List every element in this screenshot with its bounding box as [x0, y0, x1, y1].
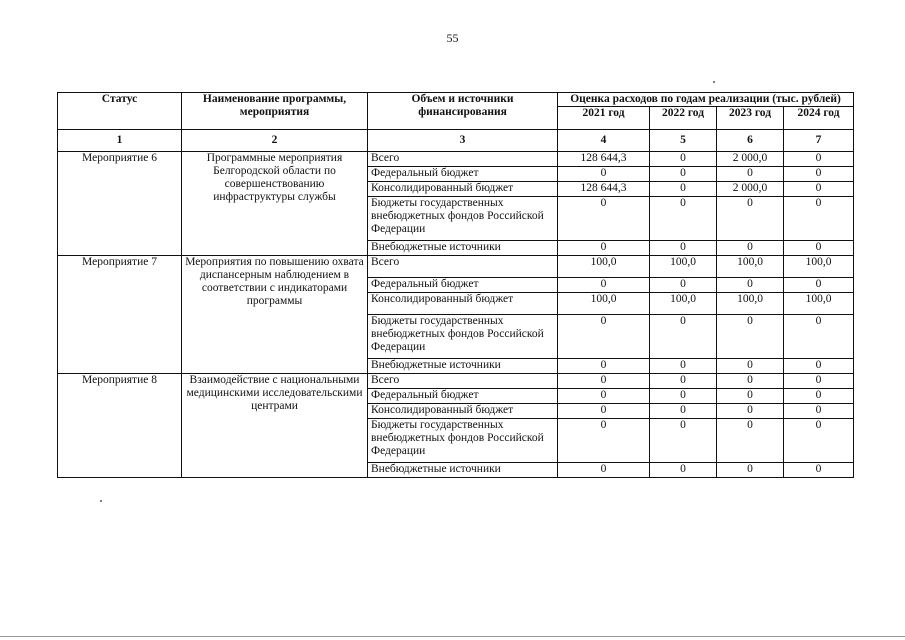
page-number: 55 — [446, 31, 459, 45]
value-2022: 100,0 — [650, 293, 717, 315]
header-program-name: Наименование программы, мероприятия — [182, 93, 368, 130]
value-2023: 2 000,0 — [717, 182, 784, 197]
value-2022: 0 — [650, 359, 717, 374]
value-2023: 0 — [717, 419, 784, 463]
table-row — [58, 374, 854, 389]
value-2023: 0 — [717, 278, 784, 293]
header-year: 2021 год — [558, 107, 650, 130]
funding-source: Всего — [368, 256, 558, 278]
value-2024: 0 — [784, 278, 854, 293]
funding-source: Внебюджетные источники — [368, 241, 558, 256]
value-2024: 0 — [784, 197, 854, 241]
column-number: 7 — [784, 130, 854, 152]
header-estimate: Оценка расходов по годам реализации (тыс. рублей) — [558, 93, 854, 107]
value-2021: 0 — [558, 389, 650, 404]
value-2022: 100,0 — [650, 256, 717, 278]
value-2021: 0 — [558, 359, 650, 374]
value-2021: 0 — [558, 278, 650, 293]
value-2024: 100,0 — [784, 256, 854, 278]
value-2022: 0 — [650, 167, 717, 182]
value-2021: 0 — [558, 419, 650, 463]
funding-source: Бюджеты государственных внебюджетных фондов Российской Федерации — [368, 315, 558, 359]
funding-source: Федеральный бюджет — [368, 167, 558, 182]
value-2021: 128 644,3 — [558, 152, 650, 167]
column-number: 1 — [58, 130, 182, 152]
funding-source: Консолидированный бюджет — [368, 404, 558, 419]
value-2023: 0 — [717, 374, 784, 389]
scan-dot — [713, 81, 715, 83]
value-2024: 0 — [784, 404, 854, 419]
value-2024: 0 — [784, 463, 854, 478]
value-2022: 0 — [650, 182, 717, 197]
value-2023: 0 — [717, 197, 784, 241]
value-2022: 0 — [650, 419, 717, 463]
funding-source: Бюджеты государственных внебюджетных фондов Российской Федерации — [368, 419, 558, 463]
value-2023: 0 — [717, 404, 784, 419]
value-2022: 0 — [650, 241, 717, 256]
value-2021: 0 — [558, 167, 650, 182]
value-2023: 0 — [717, 315, 784, 359]
measure-name: Взаимодействие с национальными медицинскими исследовательскими центрами — [182, 374, 368, 478]
funding-source: Федеральный бюджет — [368, 278, 558, 293]
scan-edge-line — [0, 636, 905, 637]
value-2023: 100,0 — [717, 293, 784, 315]
value-2022: 0 — [650, 315, 717, 359]
value-2023: 0 — [717, 359, 784, 374]
column-number: 3 — [368, 130, 558, 152]
value-2023: 0 — [717, 167, 784, 182]
value-2023: 100,0 — [717, 256, 784, 278]
measure-name: Мероприятия по повышению охвата диспансерным наблюдением в соответствии с индикаторами программы — [182, 256, 368, 374]
funding-source: Бюджеты государственных внебюджетных фондов Российской Федерации — [368, 197, 558, 241]
measure-status: Мероприятие 7 — [58, 256, 182, 374]
value-2024: 0 — [784, 359, 854, 374]
value-2021: 100,0 — [558, 256, 650, 278]
funding-source: Федеральный бюджет — [368, 389, 558, 404]
value-2024: 0 — [784, 182, 854, 197]
funding-source: Консолидированный бюджет — [368, 293, 558, 315]
value-2021: 0 — [558, 315, 650, 359]
column-number: 2 — [182, 130, 368, 152]
value-2023: 0 — [717, 389, 784, 404]
column-number: 6 — [717, 130, 784, 152]
budget-table — [57, 92, 854, 478]
value-2024: 0 — [784, 374, 854, 389]
value-2021: 128 644,3 — [558, 182, 650, 197]
table-row — [58, 256, 854, 278]
column-number: 4 — [558, 130, 650, 152]
header-year: 2024 год — [784, 107, 854, 130]
value-2021: 0 — [558, 197, 650, 241]
value-2022: 0 — [650, 152, 717, 167]
funding-source: Внебюджетные источники — [368, 463, 558, 478]
value-2021: 100,0 — [558, 293, 650, 315]
value-2021: 0 — [558, 374, 650, 389]
value-2022: 0 — [650, 463, 717, 478]
header-status: Статус — [58, 93, 182, 130]
funding-source: Консолидированный бюджет — [368, 182, 558, 197]
value-2024: 0 — [784, 315, 854, 359]
header-funding: Объем и источники финансирования — [368, 93, 558, 130]
value-2022: 0 — [650, 374, 717, 389]
measure-name: Программные мероприятия Белгородской области по совершенствованию инфраструктуры службы — [182, 152, 368, 256]
scan-dot — [100, 500, 102, 502]
value-2021: 0 — [558, 404, 650, 419]
value-2022: 0 — [650, 197, 717, 241]
funding-source: Всего — [368, 152, 558, 167]
column-number: 5 — [650, 130, 717, 152]
value-2022: 0 — [650, 404, 717, 419]
funding-source: Всего — [368, 374, 558, 389]
value-2024: 0 — [784, 389, 854, 404]
value-2022: 0 — [650, 278, 717, 293]
measure-status: Мероприятие 6 — [58, 152, 182, 256]
value-2023: 0 — [717, 463, 784, 478]
value-2023: 2 000,0 — [717, 152, 784, 167]
value-2022: 0 — [650, 389, 717, 404]
value-2021: 0 — [558, 463, 650, 478]
value-2024: 0 — [784, 241, 854, 256]
table-row — [58, 152, 854, 167]
measure-status: Мероприятие 8 — [58, 374, 182, 478]
value-2024: 0 — [784, 152, 854, 167]
header-year: 2023 год — [717, 107, 784, 130]
value-2024: 0 — [784, 167, 854, 182]
funding-source: Внебюджетные источники — [368, 359, 558, 374]
value-2024: 0 — [784, 419, 854, 463]
value-2021: 0 — [558, 241, 650, 256]
header-year: 2022 год — [650, 107, 717, 130]
value-2024: 100,0 — [784, 293, 854, 315]
value-2023: 0 — [717, 241, 784, 256]
